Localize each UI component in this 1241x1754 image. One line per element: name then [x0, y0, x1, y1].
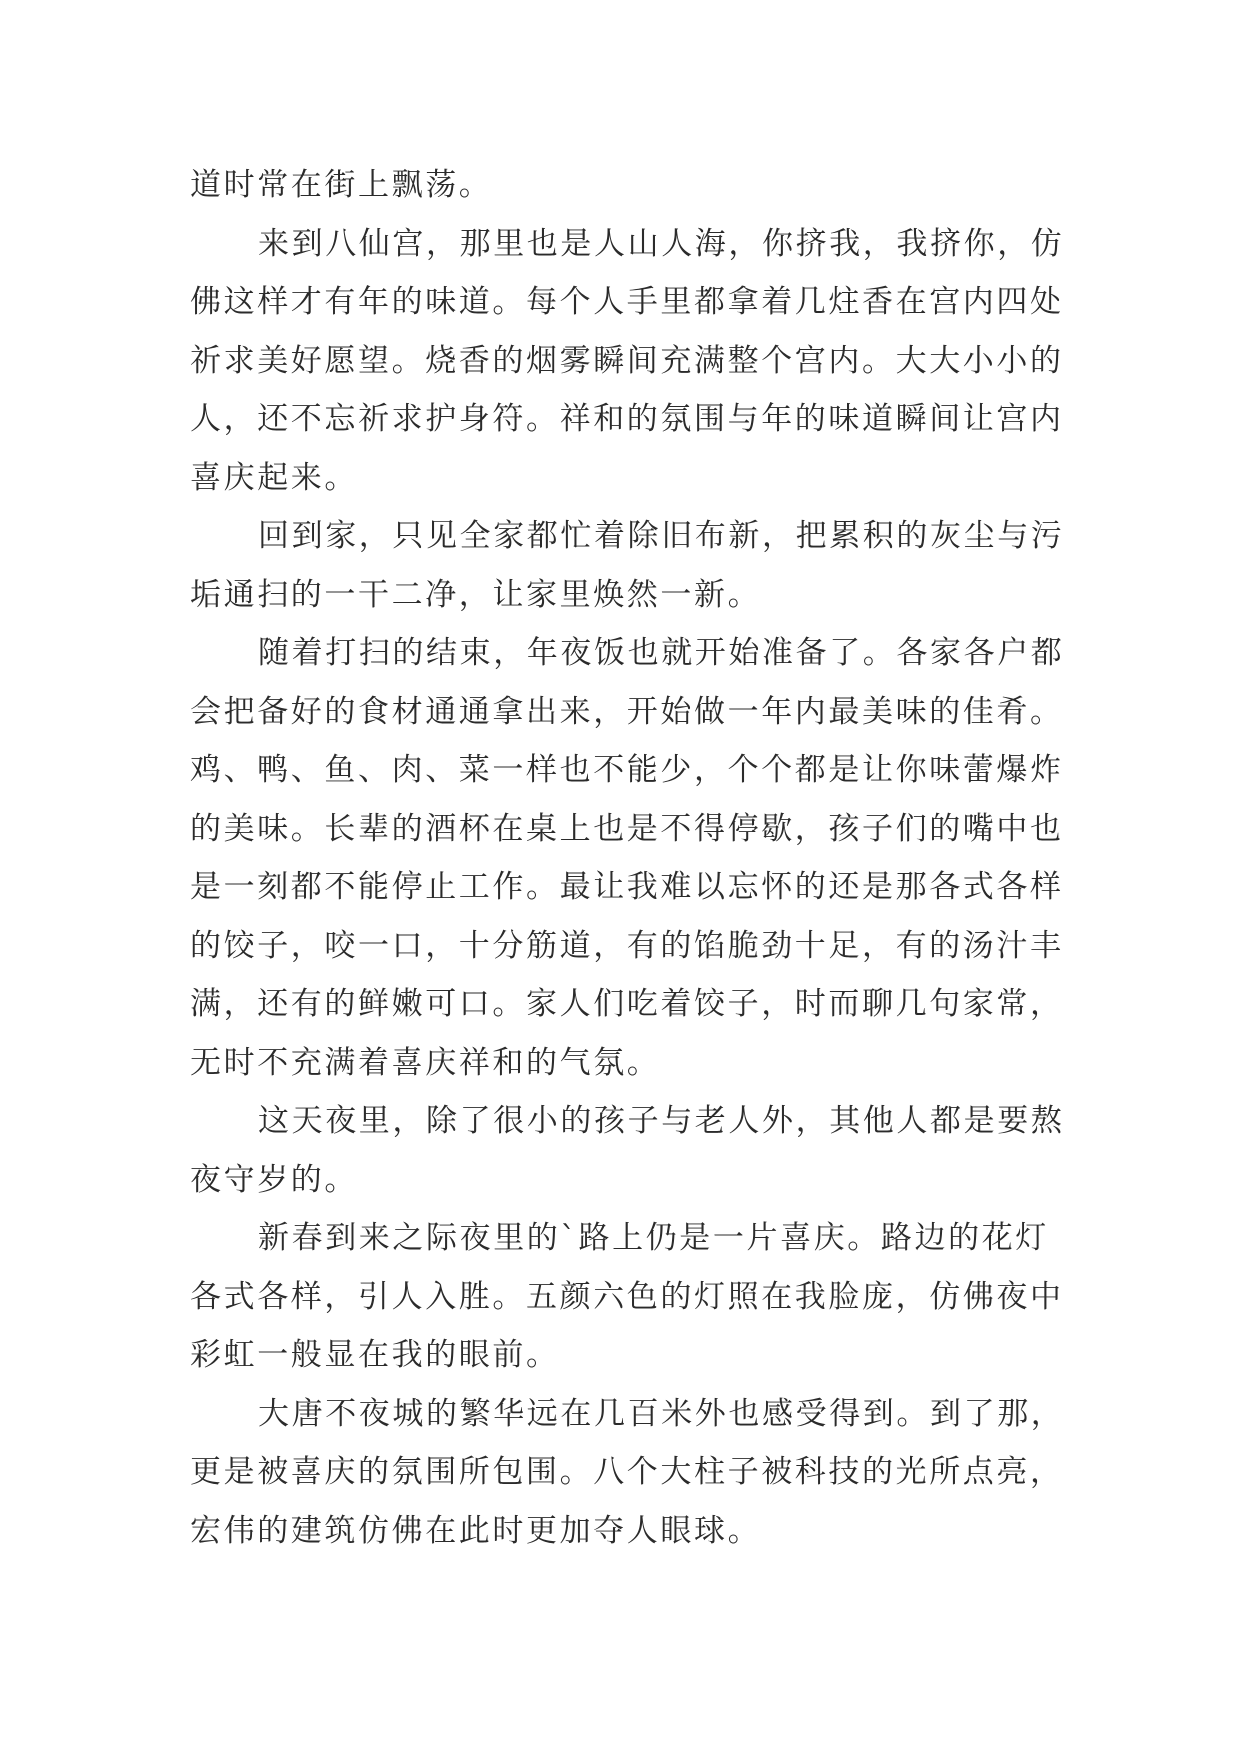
text-line: 喜庆起来。: [190, 459, 358, 496]
text-line: 彩虹一般显在我的眼前。: [190, 1337, 560, 1373]
text-line: 佛这样才有年的味道。每个人手里都拿着几炷香在宫内四处: [190, 284, 1064, 320]
text-line: 夜守岁的。: [190, 1161, 358, 1198]
paragraph-first-line: 新春到来之际夜里的`路上仍是一片喜庆。路边的花灯: [258, 1220, 1049, 1256]
text-line: 会把备好的食材通通拿出来，开始做一年内最美味的佳肴。: [190, 693, 1064, 730]
paragraph-first-line: 回到家，只见全家都忙着除旧布新，把累积的灰尘与污: [258, 518, 1065, 554]
paragraph-first-line: 大唐不夜城的繁华远在几百米外也感受得到。到了那，: [258, 1395, 1065, 1432]
text-line: 垢通扫的一干二净，让家里焕然一新。: [190, 576, 762, 613]
document-body: [190, 156, 1070, 1560]
text-line: 宏伟的建筑仿佛在此时更加夺人眼球。: [190, 1512, 762, 1549]
text-line: 是一刻都不能停止工作。最让我难以忘怀的还是那各式各样: [190, 869, 1064, 905]
text-line: 祈求美好愿望。烧香的烟雾瞬间充满整个宫内。大大小小的: [190, 342, 1064, 379]
text-line: 鸡、鸭、鱼、肉、菜一样也不能少，个个都是让你味蕾爆炸: [190, 752, 1064, 788]
paragraph-first-line: 这天夜里，除了很小的孩子与老人外，其他人都是要熬: [258, 1103, 1065, 1139]
text-line: 无时不充满着喜庆祥和的气氛。: [190, 1044, 661, 1081]
text-line: 满，还有的鲜嫩可口。家人们吃着饺子，时而聊几句家常，: [190, 986, 1064, 1022]
text-line: 人，还不忘祈求护身符。祥和的氛围与年的味道瞬间让宫内: [190, 401, 1064, 437]
text-line: 道时常在街上飘荡。: [190, 167, 493, 203]
paragraph-first-line: 随着打扫的结束，年夜饭也就开始准备了。各家各户都: [258, 635, 1065, 671]
text-line: 的饺子，咬一口，十分筋道，有的馅脆劲十足，有的汤汁丰: [190, 927, 1064, 964]
text-line: 各式各样，引人入胜。五颜六色的灯照在我脸庞，仿佛夜中: [190, 1278, 1064, 1315]
text-line: 更是被喜庆的氛围所包围。八个大柱子被科技的光所点亮，: [190, 1454, 1064, 1490]
text-line: 的美味。长辈的酒杯在桌上也是不得停歇，孩子们的嘴中也: [190, 810, 1064, 847]
paragraph-first-line: 来到八仙宫，那里也是人山人海，你挤我，我挤你，仿: [258, 225, 1065, 262]
